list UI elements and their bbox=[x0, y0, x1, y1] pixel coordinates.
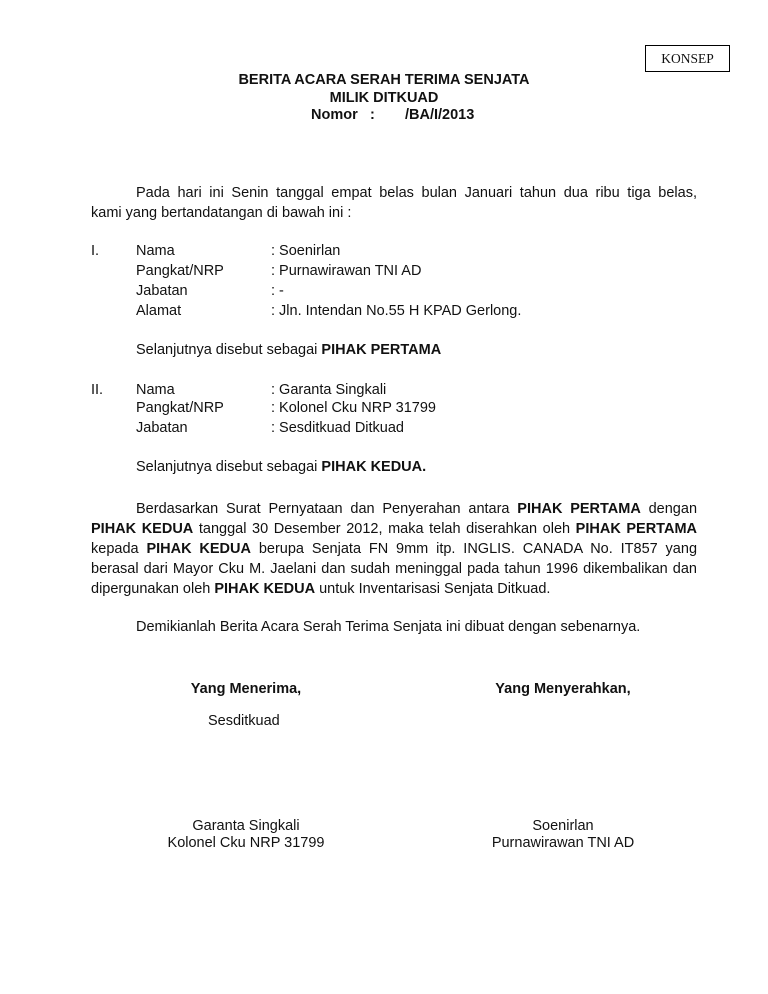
document-subtitle: MILIK DITKUAD bbox=[329, 90, 439, 106]
intro-line-1: Pada hari ini Senin tanggal empat belas bulan Januari tahun dua ribu tiga belas, bbox=[136, 185, 697, 201]
party1-address-label: Alamat bbox=[136, 303, 182, 319]
konsep-stamp: KONSEP bbox=[645, 45, 730, 72]
right-signature-name: Soenirlan bbox=[532, 818, 594, 834]
body-paragraph: Berdasarkan Surat Pernyataan dan Penyerahan antara PIHAK PERTAMA dengan PIHAK KEDUA tanggal 30 Desember 2012, maka telah diserahkan oleh PIHAK PERTAMA kepada PIHAK KEDUA berupa Senjata FN 9mm itp. INGLIS. CANADA No. IT857 yang berasal dari Mayor Cku M. Jaelani dan sudah meninggal pada tahun 1996 dikembalikan dan dipergunakan oleh PIHAK KEDUA untuk Inventarisasi Senjata Ditkuad. bbox=[91, 501, 698, 597]
left-signature-position: Sesditkuad bbox=[208, 713, 280, 729]
document-title: BERITA ACARA SERAH TERIMA SENJATA bbox=[238, 72, 530, 88]
party1-position-value: : - bbox=[271, 283, 284, 299]
nomor-label: Nomor bbox=[311, 107, 358, 123]
party2-rank-label: Pangkat/NRP bbox=[136, 400, 224, 416]
nomor-value: /BA/I/2013 bbox=[405, 107, 475, 123]
party2-rank-value: : Kolonel Cku NRP 31799 bbox=[271, 400, 436, 416]
party1-address-value: : Jln. Intendan No.55 H KPAD Gerlong. bbox=[271, 303, 522, 319]
right-signature-heading: Yang Menyerahkan, bbox=[495, 681, 631, 697]
party1-position-label: Jabatan bbox=[136, 283, 188, 299]
party2-numeral: II. bbox=[91, 382, 104, 398]
party1-rank-label: Pangkat/NRP bbox=[136, 263, 224, 279]
left-signature-name: Garanta Singkali bbox=[192, 818, 300, 834]
left-signature-rank: Kolonel Cku NRP 31799 bbox=[167, 835, 325, 851]
right-signature-rank: Purnawirawan TNI AD bbox=[491, 835, 635, 851]
closing-statement: Demikianlah Berita Acara Serah Terima Senjata ini dibuat dengan sebenarnya. bbox=[136, 619, 641, 635]
left-signature-heading: Yang Menerima, bbox=[190, 681, 302, 697]
party1-designation: Selanjutnya disebut sebagai PIHAK PERTAMA bbox=[136, 342, 442, 358]
party2-name-label: Nama bbox=[136, 382, 175, 398]
party2-position-label: Jabatan bbox=[136, 420, 188, 436]
party1-name-label: Nama bbox=[136, 243, 175, 259]
nomor-colon: : bbox=[370, 107, 375, 123]
party2-position-value: : Sesditkuad Ditkuad bbox=[271, 420, 404, 436]
party1-rank-value: : Purnawirawan TNI AD bbox=[271, 263, 422, 279]
party1-numeral: I. bbox=[91, 243, 100, 259]
party2-designation: Selanjutnya disebut sebagai PIHAK KEDUA. bbox=[136, 459, 427, 475]
party1-name-value: : Soenirlan bbox=[271, 243, 341, 259]
party2-name-value: : Garanta Singkali bbox=[271, 382, 387, 398]
intro-line-2: kami yang bertandatangan di bawah ini : bbox=[91, 205, 352, 221]
